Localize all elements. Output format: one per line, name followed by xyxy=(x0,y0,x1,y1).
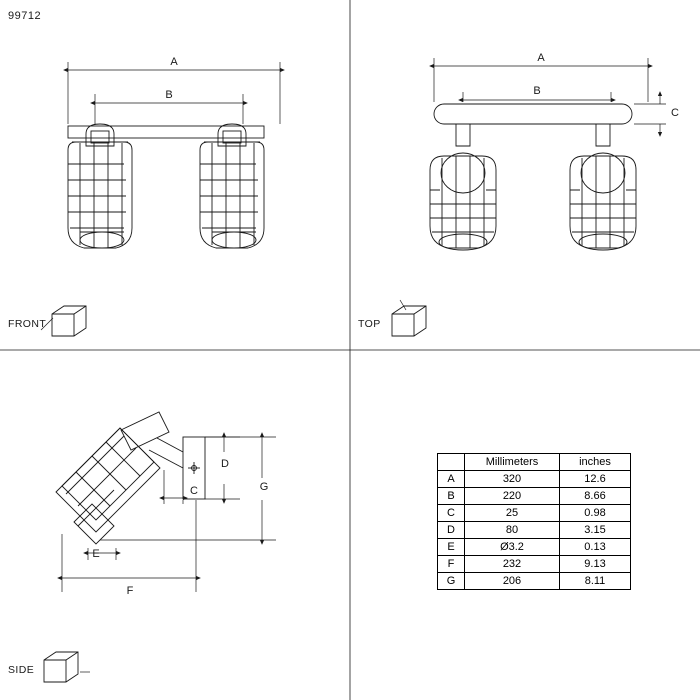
table-cell-key: B xyxy=(438,488,465,505)
front-left-lamp xyxy=(68,124,132,248)
part-number: 99712 xyxy=(8,10,42,22)
dim-label-front-b: B xyxy=(165,89,173,101)
top-dimension-C xyxy=(634,96,666,132)
view-label-side: SIDE xyxy=(8,664,35,676)
table-row xyxy=(438,522,631,539)
table-cell-in: 9.13 xyxy=(560,556,631,573)
view-label-front: FRONT xyxy=(8,318,47,330)
table-cell-in: 3.15 xyxy=(560,522,631,539)
top-left-lamp xyxy=(430,153,496,250)
table-row xyxy=(438,556,631,573)
table-cell-in: 8.66 xyxy=(560,488,631,505)
side-dimension-C xyxy=(164,470,183,504)
table-cell-mm: 232 xyxy=(465,556,560,573)
top-orientation-cube xyxy=(392,300,426,336)
table-row xyxy=(438,573,631,590)
table-cell-mm: 80 xyxy=(465,522,560,539)
top-view-geometry xyxy=(430,58,666,250)
table-header-inches: inches xyxy=(560,454,631,471)
table-row xyxy=(438,488,631,505)
dim-label-side-f: F xyxy=(126,585,134,597)
table-header-key xyxy=(438,454,465,471)
table-cell-key: D xyxy=(438,522,465,539)
table-cell-mm: 206 xyxy=(465,573,560,590)
dim-label-top-b: B xyxy=(533,85,541,97)
dim-label-side-c: C xyxy=(190,485,198,497)
table-row xyxy=(438,471,631,488)
table-cell-in: 0.13 xyxy=(560,539,631,556)
dim-label-front-a: A xyxy=(170,56,178,68)
dimension-table xyxy=(437,453,631,590)
table-row xyxy=(438,505,631,522)
table-cell-mm: 25 xyxy=(465,505,560,522)
side-view-geometry xyxy=(56,412,276,592)
top-right-lamp xyxy=(570,153,636,250)
view-label-top: TOP xyxy=(358,318,381,330)
table-cell-key: F xyxy=(438,556,465,573)
table-cell-key: G xyxy=(438,573,465,590)
table-cell-mm: Ø3.2 xyxy=(465,539,560,556)
table-cell-mm: 220 xyxy=(465,488,560,505)
table-cell-in: 0.98 xyxy=(560,505,631,522)
table-cell-in: 12.6 xyxy=(560,471,631,488)
side-orientation-cube xyxy=(44,652,90,682)
dim-label-top-c: C xyxy=(671,107,679,119)
table-cell-in: 8.11 xyxy=(560,573,631,590)
table-cell-key: A xyxy=(438,471,465,488)
dim-label-side-e: E xyxy=(92,548,100,560)
table-row xyxy=(438,539,631,556)
side-lamp-cage xyxy=(56,428,160,544)
dim-label-side-d: D xyxy=(221,458,229,470)
dim-label-side-g: G xyxy=(259,481,269,493)
table-header-row xyxy=(438,454,631,471)
table-cell-key: C xyxy=(438,505,465,522)
front-orientation-cube xyxy=(41,306,86,336)
dim-label-top-a: A xyxy=(537,52,545,64)
front-right-lamp xyxy=(200,124,264,248)
table-header-millimeters: Millimeters xyxy=(465,454,560,471)
table-cell-key: E xyxy=(438,539,465,556)
table-cell-mm: 320 xyxy=(465,471,560,488)
